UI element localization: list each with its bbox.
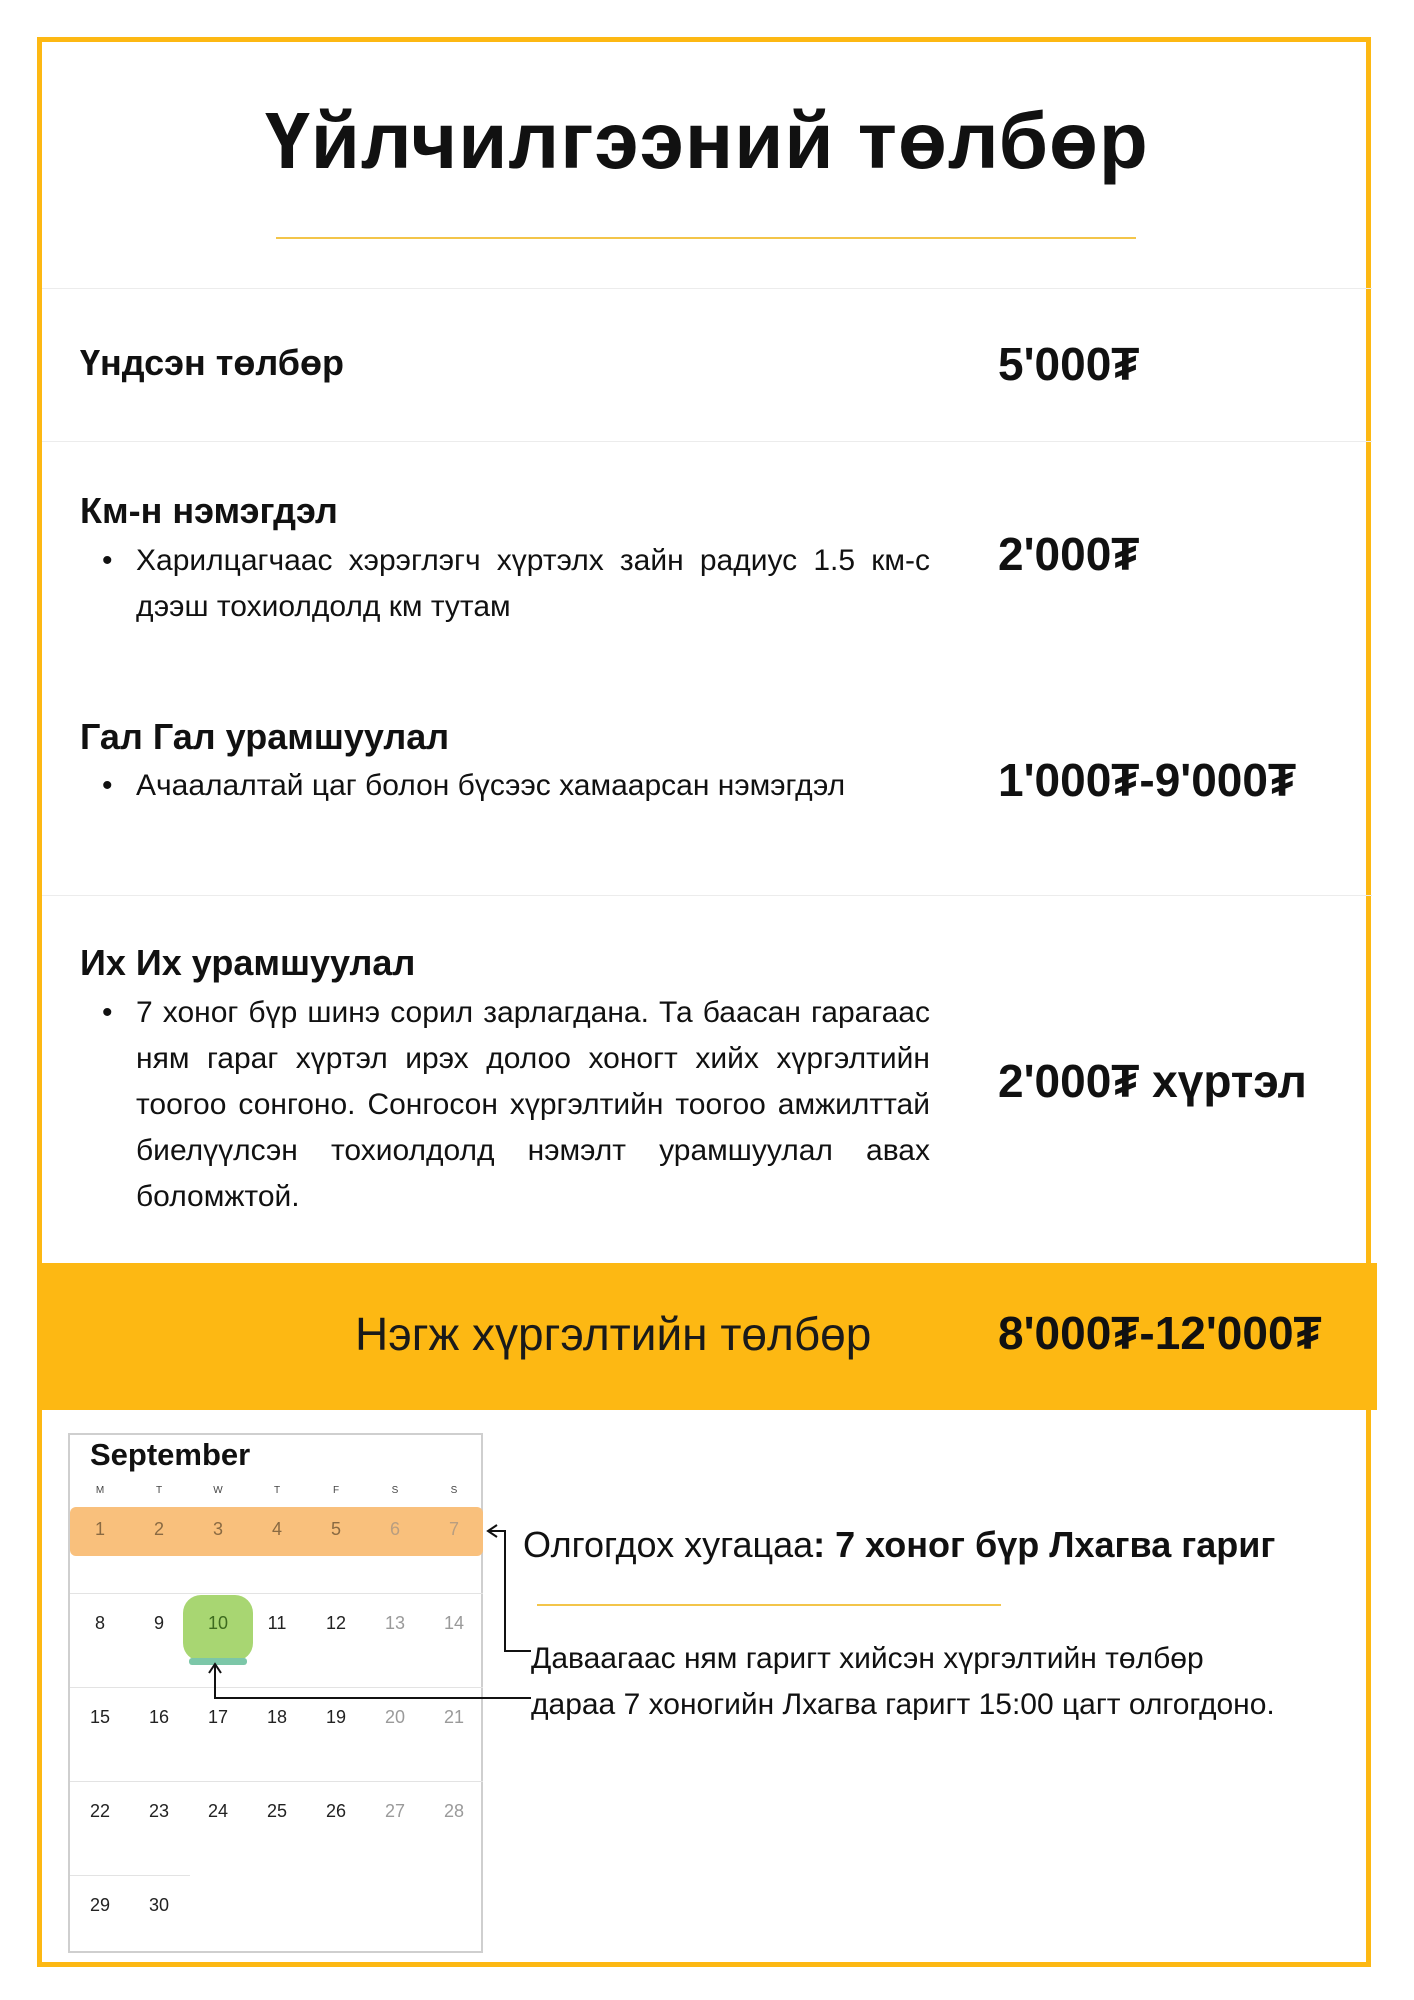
gal-bonus-description: • Ачаалалтай цаг болон бүсээс хамаарсан нэмэгдэл: [100, 763, 930, 809]
page-title: Үйлчилгээний төлбөр: [265, 96, 1149, 185]
calendar-day[interactable]: 20: [384, 1707, 406, 1727]
day-connector: [215, 1664, 531, 1698]
gal-bonus-price: 1'000₮-9'000₮: [998, 754, 1297, 806]
payout-value: : 7 хоног бүр Лхагва гариг: [813, 1524, 1276, 1565]
payout-label: Олгогдох хугацаа: [523, 1524, 814, 1565]
weekday-label: S: [450, 1485, 458, 1496]
calendar-day[interactable]: 14: [443, 1613, 465, 1633]
weekday-label: F: [332, 1485, 340, 1496]
weekday-label: T: [273, 1485, 281, 1496]
calendar-day[interactable]: 30: [148, 1895, 170, 1915]
weekday-label: M: [95, 1485, 105, 1496]
payout-note-line: дараа 7 хоногийн Лхагва гаригт 15:00 цагт олгогдоно.: [531, 1688, 1275, 1721]
ih-bonus-price: 2'000₮ хүртэл: [998, 1055, 1307, 1107]
calendar-day[interactable]: 3: [212, 1519, 223, 1539]
base-fee-price: 5'000₮: [998, 338, 1140, 390]
calendar-day[interactable]: 16: [148, 1707, 170, 1727]
weekday-label: T: [155, 1485, 163, 1496]
calendar-day[interactable]: 25: [266, 1801, 288, 1821]
calendar-month: September: [90, 1437, 251, 1472]
calendar-day[interactable]: 1: [94, 1519, 105, 1539]
ih-bonus-description: • 7 хоног бүр шинэ сорил зарлагдана. Та баасан гарагаас ням гараг хүртэл ирэх долоо хоногт хийх хүргэлтийн тоогоо сонгоно. Сонгосон хүргэлтийн тоогоо амжилттай биелүүлсэн тохиолдолд нэмэлт урамшуулал авах боломжтой.: [100, 990, 930, 1220]
calendar-day[interactable]: 23: [148, 1801, 170, 1821]
calendar-day[interactable]: 26: [325, 1801, 347, 1821]
weekday-label: W: [213, 1485, 223, 1496]
calendar-day[interactable]: 18: [266, 1707, 288, 1727]
gal-bonus-label: Гал Гал урамшуулал: [80, 716, 450, 757]
payout-note-line: Даваагаас ням гаригт хийсэн хүргэлтийн төлбөр: [531, 1642, 1204, 1675]
calendar-day[interactable]: 22: [89, 1801, 111, 1821]
calendar-day[interactable]: 2: [153, 1519, 164, 1539]
calendar-day[interactable]: 27: [384, 1801, 406, 1821]
calendar-day[interactable]: 21: [443, 1707, 465, 1727]
calendar-day[interactable]: 8: [94, 1613, 105, 1633]
week-connector: [490, 1531, 531, 1651]
calendar-day[interactable]: 29: [89, 1895, 111, 1915]
km-fee-price: 2'000₮: [998, 528, 1140, 580]
calendar-day[interactable]: 5: [330, 1519, 341, 1539]
calendar-day[interactable]: 19: [325, 1707, 347, 1727]
calendar-day[interactable]: 11: [267, 1613, 287, 1633]
calendar-day[interactable]: 9: [153, 1613, 164, 1633]
calendar-day[interactable]: 6: [389, 1519, 400, 1539]
calendar-day[interactable]: 28: [443, 1801, 465, 1821]
calendar-day[interactable]: 15: [89, 1707, 111, 1727]
weekday-label: S: [391, 1485, 399, 1496]
calendar-day[interactable]: 12: [325, 1613, 347, 1633]
calendar-day[interactable]: 24: [207, 1801, 229, 1821]
calendar-day[interactable]: 4: [271, 1519, 282, 1539]
calendar-day-selected[interactable]: 10: [207, 1613, 229, 1633]
base-fee-label: Үндсэн төлбөр: [80, 342, 345, 383]
km-fee-label: Км-н нэмэгдэл: [80, 490, 338, 531]
total-price: 8'000₮-12'000₮: [998, 1307, 1322, 1359]
calendar-day[interactable]: 17: [207, 1707, 229, 1727]
ih-bonus-label: Их Их урамшуулал: [80, 942, 416, 983]
calendar-day[interactable]: 7: [448, 1519, 459, 1539]
km-fee-description: • Харилцагчаас хэрэглэгч хүртэлх зайн радиус 1.5 км-с дээш тохиолдолд км тутам: [100, 538, 930, 630]
total-label: Нэгж хүргэлтийн төлбөр: [355, 1308, 872, 1360]
calendar-day[interactable]: 13: [384, 1613, 406, 1633]
